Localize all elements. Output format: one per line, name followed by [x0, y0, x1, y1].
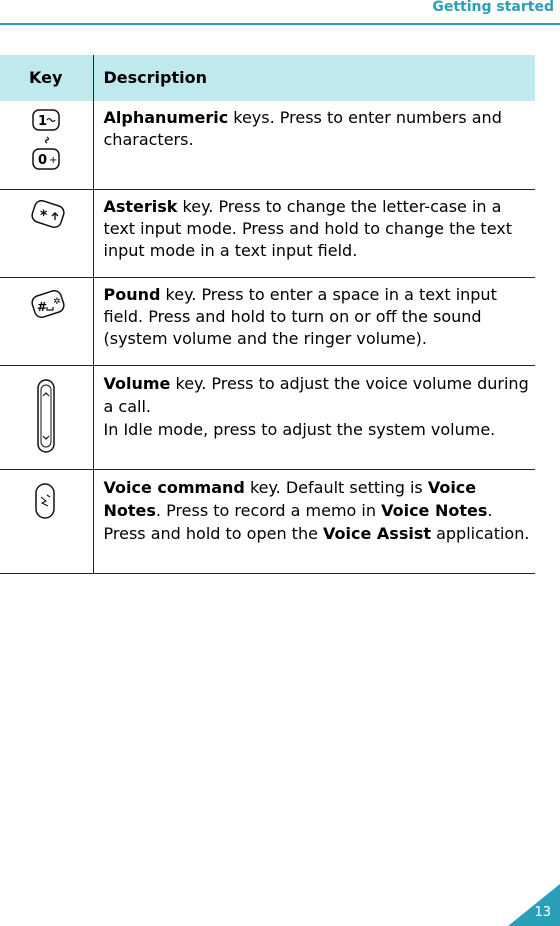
- key-description: key. Press to enter a space in a text input field. Press and hold to turn on or off the sound (system volume and the ringer volume).: [103, 284, 497, 348]
- header-rule: [0, 23, 560, 25]
- key-cell: [0, 469, 93, 573]
- svg-text:*: *: [40, 207, 48, 224]
- description-cell: [93, 277, 535, 365]
- voice-command-key-icon: [34, 482, 64, 522]
- key-description: key. Default setting is: [244, 477, 428, 497]
- pound-key-icon: [30, 288, 70, 328]
- svg-text:#: #: [37, 299, 48, 314]
- table-row: [0, 189, 535, 277]
- description-line: [104, 372, 536, 418]
- volume-key-icon: [36, 378, 66, 458]
- term-voice-notes: Voice Notes: [381, 500, 488, 520]
- key-name: Asterisk: [103, 196, 178, 216]
- table-header-row: [0, 55, 535, 101]
- term-voice-assist: Voice Assist: [323, 523, 431, 543]
- svg-text:1: 1: [38, 114, 48, 129]
- asterisk-key-icon: [30, 200, 70, 240]
- term-voice-notes: Voice Notes: [103, 477, 477, 520]
- key-description: . Press and hold to open the: [103, 500, 493, 543]
- key-description: . Press to record a memo in: [155, 500, 382, 520]
- key-description: key. Press to change the letter-case in a text input mode. Press and hold to change the text input mode in a text input field.: [103, 196, 512, 260]
- description-cell: [93, 365, 535, 469]
- column-header-description: Description: [93, 55, 535, 101]
- page-number: 13: [534, 905, 551, 920]
- description-cell: [93, 101, 535, 189]
- svg-text:0: 0: [38, 153, 48, 168]
- description-line-2: In Idle mode, press to adjust the system volume.: [103, 419, 496, 439]
- key-cell: [0, 277, 93, 365]
- table-row: [0, 101, 535, 189]
- alphanumeric-keys-icon: [30, 107, 70, 187]
- key-description-table: [0, 55, 535, 574]
- description-cell: [93, 469, 535, 573]
- key-name: Voice command: [103, 477, 245, 497]
- column-header-key: Key: [0, 55, 93, 101]
- key-name: Alphanumeric: [103, 108, 229, 127]
- key-description: key. Press to adjust the voice volume during a call.: [103, 373, 529, 416]
- key-cell: [0, 101, 93, 189]
- svg-text:✲: ✲: [53, 296, 61, 307]
- key-description: keys. Press to enter numbers and characters.: [103, 108, 502, 149]
- table-row: [0, 365, 535, 469]
- section-title: Getting started: [432, 0, 554, 15]
- table-row: [0, 277, 535, 365]
- svg-text:+: +: [49, 155, 58, 166]
- description-cell: [93, 189, 535, 277]
- key-cell: [0, 365, 93, 469]
- key-description: application.: [431, 523, 530, 543]
- table-row: [0, 469, 535, 573]
- key-cell: [0, 189, 93, 277]
- key-name: Volume: [103, 373, 171, 393]
- key-name: Pound: [103, 284, 161, 304]
